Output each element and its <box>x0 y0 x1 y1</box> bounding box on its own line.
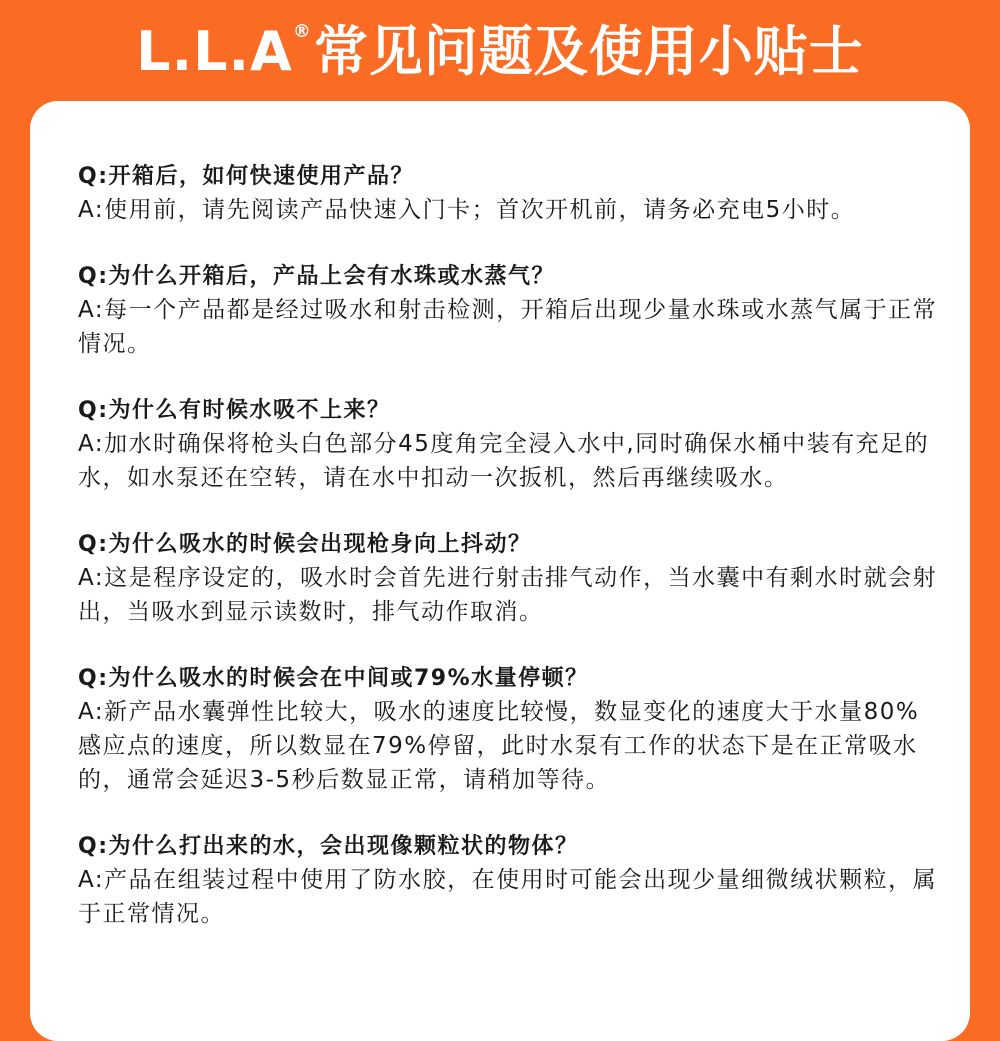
faq-question: Q:为什么吸水的时候会在中间或79%水量停顿？ <box>78 666 589 691</box>
faq-answer: A:新产品水囊弹性比较大，吸水的速度比较慢，数显变化的速度大于水量80%感应点的速度，所以数显在79%停留，此时水泵有工作的状态下是在正常吸水的，通常会延迟3-5秒后数显正常，请稍加等待。 <box>78 699 920 793</box>
faq-item <box>78 395 938 495</box>
title-text: 常见问题及使用小贴士 <box>313 20 864 83</box>
registered-mark: ® <box>292 21 312 42</box>
page-title <box>136 20 864 83</box>
faq-answer: A:产品在组装过程中使用了防水胶，在使用时可能会出现少量细微绒状颗粒，属于正常情况。 <box>78 867 938 927</box>
faq-item <box>78 663 938 797</box>
faq-item <box>78 161 938 227</box>
faq-item <box>78 831 938 931</box>
faq-answer: A:这是程序设定的，吸水时会首先进行射击排气动作，当水囊中有剩水时就会射出，当吸水到显示读数时，排气动作取消。 <box>78 565 938 625</box>
brand-logo-text: L.L.A <box>136 20 293 83</box>
faq-answer: A:加水时确保将枪头白色部分45度角完全浸入水中,同时确保水桶中装有充足的水，如水泵还在空转，请在水中扣动一次扳机，然后再继续吸水。 <box>78 431 930 491</box>
faq-question: Q:为什么开箱后，产品上会有水珠或水蒸气？ <box>78 264 556 289</box>
faq-answer: A:每一个产品都是经过吸水和射击检测，开箱后出现少量水珠或水蒸气属于正常情况。 <box>78 297 938 357</box>
header-banner <box>0 0 1000 104</box>
faq-item <box>78 261 938 361</box>
faq-question: Q:为什么打出来的水，会出现像颗粒状的物体？ <box>78 834 579 859</box>
faq-answer: A:使用前，请先阅读产品快速入门卡；首次开机前，请务必充电5小时。 <box>78 197 856 223</box>
faq-question: Q:开箱后，如何快速使用产品？ <box>78 164 415 189</box>
faq-item <box>78 529 938 629</box>
faq-list <box>78 161 938 965</box>
faq-question: Q:为什么有时候水吸不上来？ <box>78 398 391 423</box>
faq-question: Q:为什么吸水的时候会出现枪身向上抖动？ <box>78 532 532 557</box>
